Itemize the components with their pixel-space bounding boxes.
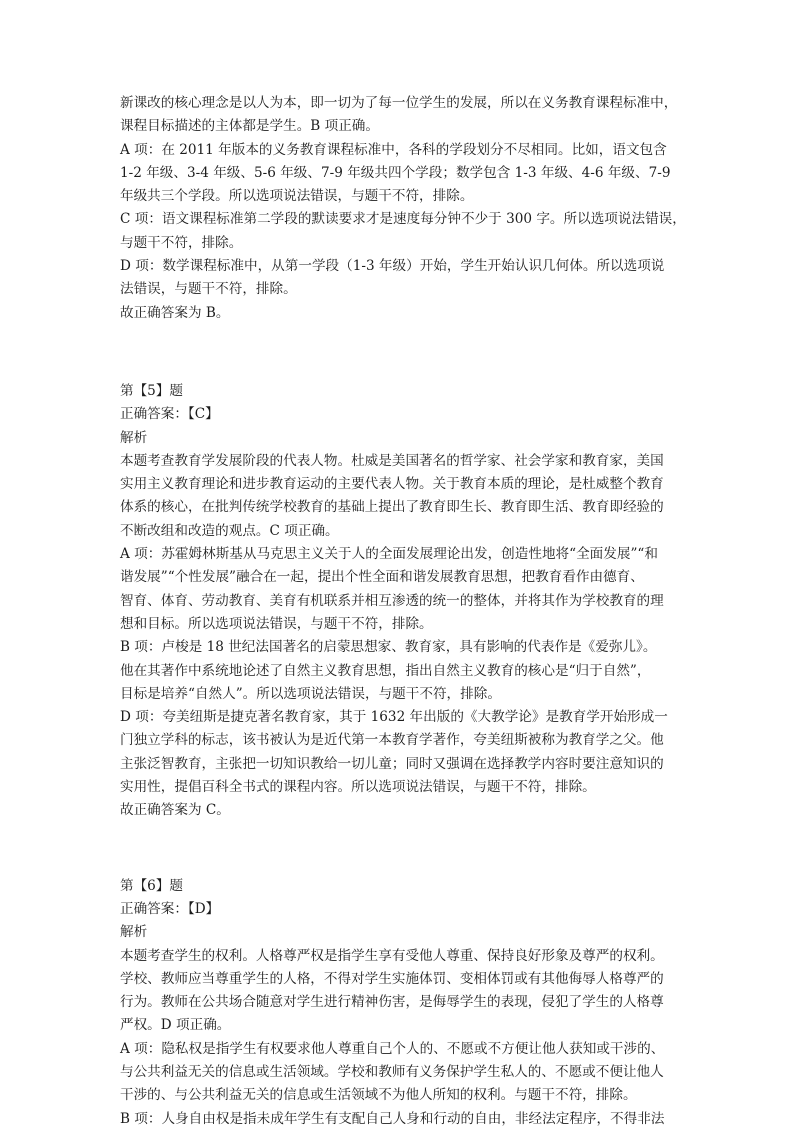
text-line: 学校、教师应当尊重学生的人格，不得对学生实施体罚、变相体罚或有其他侮辱人格尊严的 [120,970,664,987]
text-line: B 项：人身自由权是指未成年学生有支配自己人身和行动的自由，非经法定程序，不得非法 [120,1110,665,1127]
text-line: 本题考查教育学发展阶段的代表人物。杜威是美国著名的哲学家、社会学家和教育家，美国 [120,452,664,469]
text-line: D 项：夸美纽斯是捷克著名教育家，其于 1632 年出版的《大教学论》是教育学开始形成一 [120,709,668,726]
text-line: 智育、体育、劳动教育、美育有机联系并相互渗透的统一的整体，并将其作为学校教育的理 [120,592,664,609]
intro-block [120,92,690,325]
text-line: 与题干不符，排除。 [120,234,243,251]
analysis-label: 解析 [120,429,148,446]
text-line: 干涉的、与公共利益无关的信息或生活领域不为他人所知的权利。与题干不符，排除。 [120,1087,637,1104]
text-line: 年级共三个学段。所以选项说法错误，与题干不符，排除。 [120,188,474,205]
text-line: A 项：在 2011 年版本的义务教育课程标准中，各科的学段划分不尽相同。比如，语文包含 [120,141,667,158]
text-line: A 项：隐私权是指学生有权要求他人尊重自己个人的、不愿或不方便让他人获知或干涉的、 [120,1040,665,1057]
correct-answer: 正确答案：【D】 [120,900,220,917]
text-line: 主张泛智教育，主张把一切知识教给一切儿童；同时又强调在选择教学内容时要注意知识的 [120,755,664,772]
analysis-label: 解析 [120,924,148,941]
text-line: 体系的核心，在批判传统学校教育的基础上提出了教育即生长、教育即生活、教育即经验的 [120,499,664,516]
text-line: 谐发展”“个性发展”融合在一起，提出个性全面和谐发展教育思想，把教育看作由德育、 [120,569,644,586]
text-line: 新课改的核心理念是以人为本，即一切为了每一位学生的发展，所以在义务教育课程标准中， [120,95,678,111]
correct-answer: 正确答案：【C】 [120,406,219,423]
text-line: 实用主义教育理论和进步教育运动的主要代表人物。关于教育本质的理论，是杜威整个教育 [120,476,664,493]
text-line: 目标是培养“自然人”。所以选项说法错误，与题干不符，排除。 [120,685,501,702]
text-line: 不断改组和改造的观点。C 项正确。 [120,522,339,539]
text-line: 门独立学科的标志，该书被认为是近代第一本教育学著作，夸美纽斯被称为教育学之父。他 [120,732,664,749]
text-line: 法错误，与题干不符，排除。 [120,281,297,298]
text-line: B 项：卢梭是 18 世纪法国著名的启蒙思想家、教育家，具有影响的代表作是《爱弥儿》。 [120,639,657,656]
text-line: 行为。教师在公共场合随意对学生进行精神伤害，是侮辱学生的表现，侵犯了学生的人格尊 [120,994,664,1011]
text-line: 与公共利益无关的信息或生活领域。学校和教师有义务保护学生私人的、不愿或不便让他人 [120,1063,664,1080]
text-line: 1-2 年级、3-4 年级、5-6 年级、7-9 年级共四个学段；数学包含 1-3 年级、4-6 年级、7-9 [120,164,671,181]
text-line: D 项：数学课程标准中，从第一学段（1-3 年级）开始，学生开始认识几何体。所以选项说 [120,258,665,275]
text-line: 想和目标。所以选项说法错误，与题干不符，排除。 [120,615,433,632]
document-page [120,92,690,1131]
question-6-block [120,875,690,1131]
question-5-block [120,380,690,823]
final-answer-line: 故正确答案为 B。 [120,304,230,321]
question-heading: 第【5】题 [120,382,184,399]
text-line: 实用性，提倡百科全书式的课程内容。所以选项说法错误，与题干不符，排除。 [120,779,596,796]
text-line: 课程目标描述的主体都是学生。B 项正确。 [120,118,379,135]
question-heading: 第【6】题 [120,877,184,894]
text-line: A 项：苏霍姆林斯基从马克思主义关于人的全面发展理论出发，创造性地将“全面发展”“和 [120,546,658,563]
text-line: 严权。D 项正确。 [120,1017,231,1034]
text-line: 他在其著作中系统地论述了自然主义教育思想，指出自然主义教育的核心是“归于自然”， [120,662,651,679]
text-line: 本题考查学生的权利。人格尊严权是指学生享有受他人尊重、保持良好形象及尊严的权利。 [120,947,664,964]
text-line: C 项：语文课程标准第二学段的默读要求才是速度每分钟不少于 300 字。所以选项说法错误， [120,211,686,228]
final-answer-line: 故正确答案为 C。 [120,802,230,819]
